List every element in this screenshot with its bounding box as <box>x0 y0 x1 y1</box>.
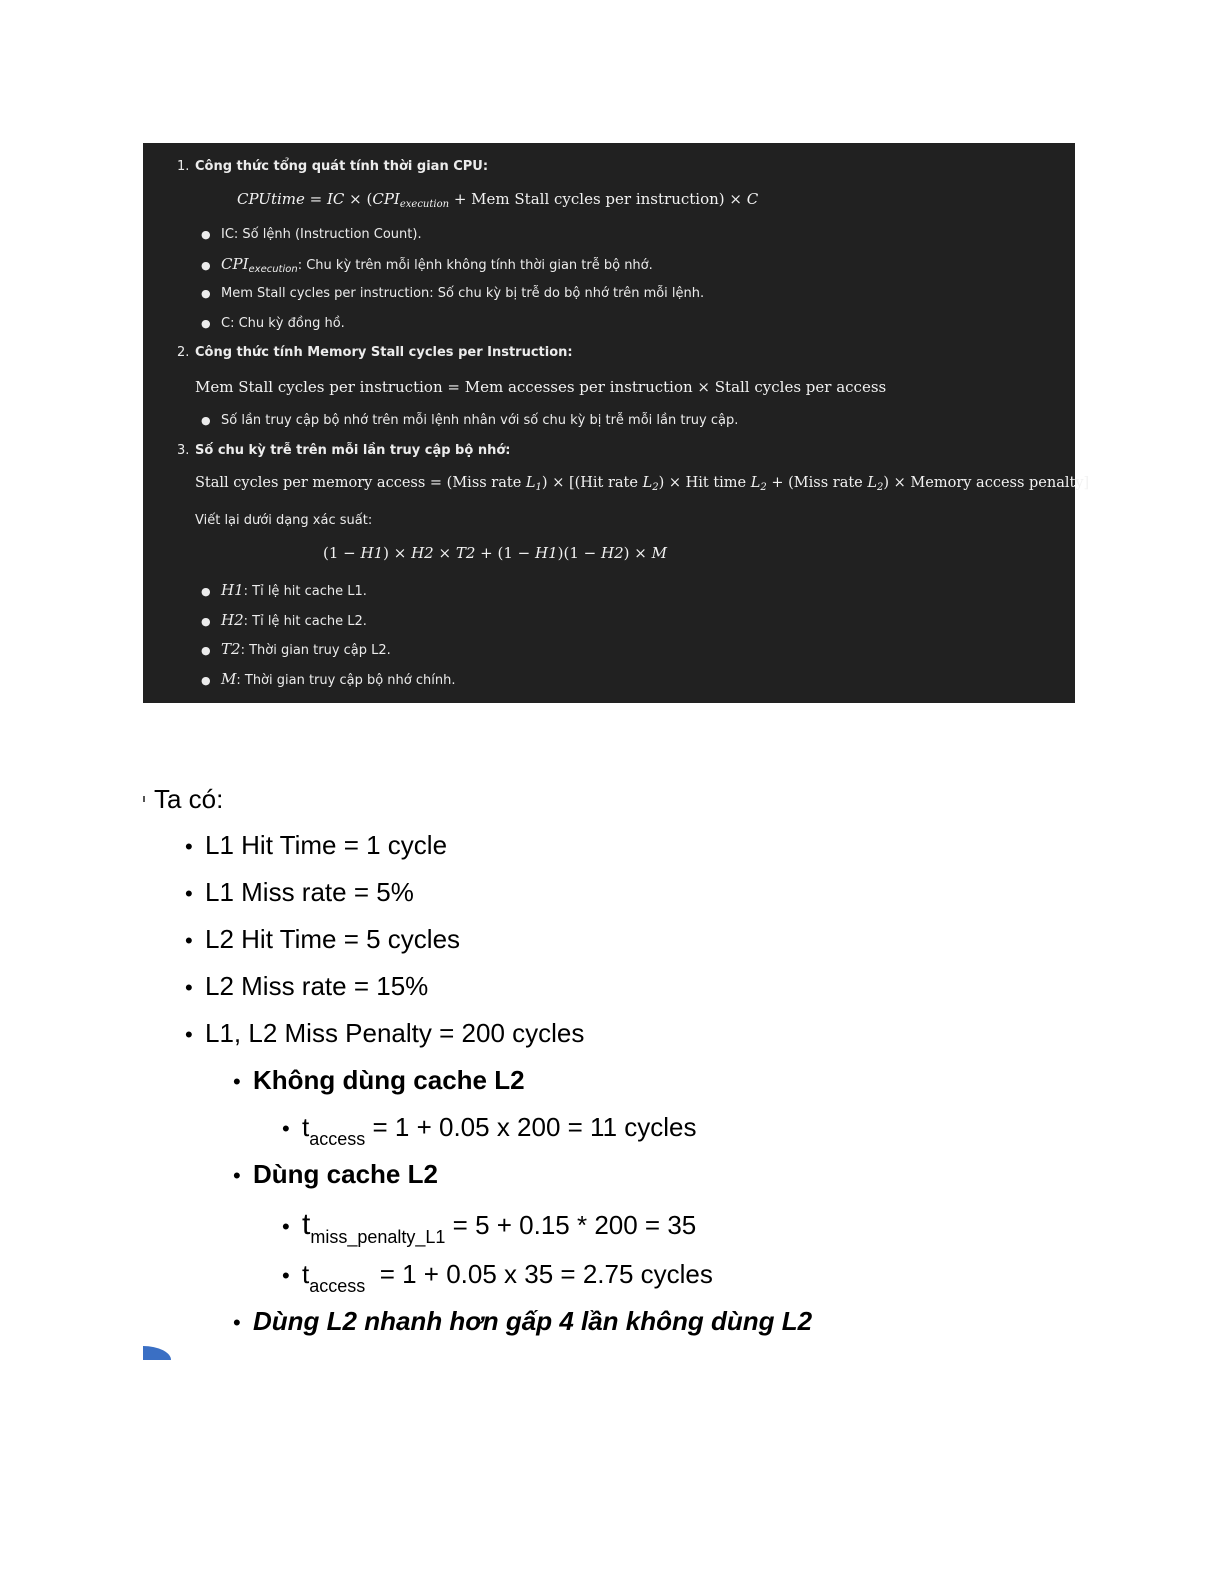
formula-stall: Mem Stall cycles per instruction <box>471 190 719 208</box>
with-l2-sub2: access <box>309 1276 366 1296</box>
s1-item-stall <box>201 286 704 301</box>
no-l2-t: t <box>302 1112 310 1142</box>
no-l2-sub: access <box>309 1129 366 1149</box>
formula-ic: IC <box>326 190 345 208</box>
f3-l-4: L <box>867 475 878 491</box>
conclusion-text: Dùng L2 nhanh hơn gấp 4 lần không dùng L2 <box>253 1306 813 1336</box>
section-1-heading <box>177 159 488 174</box>
fact-item <box>185 877 414 908</box>
bullet-icon: • <box>185 834 193 859</box>
s3-item-h1 <box>201 581 367 599</box>
section-2-title: Công thức tính Memory Stall cycles per Instruction: <box>195 345 573 360</box>
f3-sub-4: 2 <box>877 482 884 493</box>
bullet-icon: ● <box>201 287 211 300</box>
fact-miss-penalty: L1, L2 Miss Penalty = 200 cycles <box>205 1018 585 1048</box>
section-1-title: Công thức tổng quát tính thời gian CPU: <box>195 159 489 174</box>
bullet-icon: ● <box>201 585 211 598</box>
stall-per-access-formula: Stall cycles per memory access = (Miss rate $L_1) \times [(Hit$ rate $L_2$) × Hit time $L_2$ + (Miss rate $L_2$) × Memory access penalty] <box>195 475 1090 493</box>
s3-item-m-symbol: M <box>221 670 237 688</box>
s3-item-h1-symbol: H1 <box>221 581 244 599</box>
with-l2-penalty-calc <box>282 1208 696 1248</box>
s3-item-m-text: : Thời gian truy cập bộ nhớ chính. <box>236 673 456 688</box>
f4-h2-b: H2 <box>600 544 624 562</box>
f3-penalty: Memory access penalty <box>910 475 1084 491</box>
formula-cputime: CPUtime <box>237 190 305 208</box>
no-l2-expr: = 1 + 0.05 x 200 = 11 cycles <box>365 1112 697 1142</box>
f3-l-3: L <box>750 475 761 491</box>
s1-item-clock-text: C: Chu kỳ đồng hồ. <box>221 316 345 331</box>
bullet-icon: • <box>185 975 193 1000</box>
section-3-number: 3. <box>177 443 190 458</box>
rewrite-note: Viết lại dưới dạng xác suất: <box>195 513 373 528</box>
section-3-title: Số chu kỳ trễ trên mỗi lần truy cập bộ nhớ: <box>195 443 511 458</box>
bullet-icon: • <box>185 1022 193 1047</box>
formula-cpi: CPI <box>372 190 400 208</box>
bullet-icon: ● <box>201 228 211 241</box>
bullet-icon: ● <box>201 644 211 657</box>
f3-miss-rate-1: Miss rate <box>452 475 522 491</box>
s3-item-h2-symbol: H2 <box>221 611 244 629</box>
with-l2-expr2: = 1 + 0.05 x 35 = 2.75 cycles <box>365 1259 713 1289</box>
s1-item-stall-text: Mem Stall cycles per instruction: Số chu kỳ bị trễ do bộ nhớ trên mỗi lệnh. <box>221 286 705 301</box>
formula-screenshot-panel <box>143 143 1090 703</box>
section-2-number: 2. <box>177 345 190 360</box>
f4-h1-b: H1 <box>535 544 558 562</box>
margin-tick <box>143 796 145 802</box>
probability-formula: (1 − H1) × H2 × T2 + (1 − H1)(1 − H2) × M <box>323 544 667 562</box>
with-l2-expr1: = 5 + 0.15 * 200 = 35 <box>445 1210 697 1240</box>
fact-l1-miss-rate: L1 Miss rate = 5% <box>205 877 414 907</box>
bullet-icon: ● <box>201 615 211 628</box>
bullet-icon: • <box>185 928 193 953</box>
f2-lhs: Mem Stall cycles per instruction <box>195 378 443 396</box>
s1-item-cpi-text: : Chu kỳ trên mỗi lệnh không tính thời gian trễ bộ nhớ. <box>297 258 653 273</box>
s1-item-cpi-symbol: CPI <box>221 255 249 273</box>
f3-miss-rate-2: Miss rate <box>793 475 863 491</box>
s3-item-t2-symbol: T2 <box>221 640 241 658</box>
bullet-icon: ● <box>201 414 211 427</box>
f3-lhs: Stall cycles per memory access <box>195 475 426 491</box>
section-2-heading <box>177 345 573 360</box>
s3-item-t2 <box>201 640 391 658</box>
bullet-icon: • <box>233 1163 241 1188</box>
with-l2-t1: t <box>302 1208 311 1241</box>
f3-hit-rate: Hit rate <box>580 475 638 491</box>
bullet-icon: • <box>282 1214 290 1239</box>
s1-item-ic-text: IC: Số lệnh (Instruction Count). <box>221 227 422 242</box>
section-3-heading <box>177 443 510 458</box>
fact-l1-hit-time: L1 Hit Time = 1 cycle <box>205 830 448 860</box>
formula-cpi-sub: execution <box>399 199 450 210</box>
f2-stall-per-access: Stall cycles per access <box>714 378 887 396</box>
no-l2-heading <box>233 1065 525 1096</box>
bullet-icon: • <box>233 1069 241 1094</box>
fact-item <box>185 1018 584 1049</box>
no-l2-title: Không dùng cache L2 <box>253 1065 525 1095</box>
s3-item-h2 <box>201 611 367 629</box>
s1-item-clock <box>201 316 345 331</box>
fact-item <box>185 830 447 861</box>
s2-item-text: Số lần truy cập bộ nhớ trên mỗi lệnh nhân với số chu kỳ bị trễ mỗi lần truy cập. <box>221 413 739 428</box>
s1-item-cpi <box>201 255 653 275</box>
with-l2-t2: t <box>302 1259 310 1289</box>
f3-sub-1: 1 <box>535 482 542 493</box>
intro-text: Ta có: <box>154 784 224 814</box>
f3-sub-2: 2 <box>652 482 659 493</box>
s3-item-h1-text: : Tỉ lệ hit cache L1. <box>243 584 367 599</box>
with-l2-title: Dùng cache L2 <box>253 1159 438 1189</box>
s1-item-cpi-sub: execution <box>248 264 298 275</box>
bullet-icon: • <box>282 1116 290 1141</box>
conclusion-line <box>233 1306 812 1337</box>
bullet-icon: • <box>185 881 193 906</box>
s3-item-m <box>201 670 455 688</box>
bullet-icon: • <box>233 1310 241 1335</box>
fact-item <box>185 924 460 955</box>
fact-item <box>185 971 428 1002</box>
bullet-icon: ● <box>201 317 211 330</box>
f3-l-2: L <box>642 475 653 491</box>
f3-hit-time: Hit time <box>685 475 747 491</box>
with-l2-access-calc <box>282 1259 713 1297</box>
f4-h2-a: H2 <box>411 544 434 562</box>
fact-l2-hit-time: L2 Hit Time = 5 cycles <box>205 924 461 954</box>
s1-item-ic <box>201 227 422 242</box>
f3-l-1: L <box>525 475 536 491</box>
no-l2-calc <box>282 1112 697 1150</box>
f4-t2: T2 <box>455 544 476 562</box>
f3-sub-3: 2 <box>760 482 767 493</box>
f2-accesses: Mem accesses per instruction <box>464 378 693 396</box>
slide-corner-shape <box>143 1346 171 1360</box>
cpu-time-formula: CPUtime = IC × ($CPI_{execution}$ + Mem Stall cycles per instruction) × C <box>237 190 759 210</box>
s2-item <box>201 413 738 428</box>
section-1-number: 1. <box>177 159 190 174</box>
fact-l2-miss-rate: L2 Miss rate = 15% <box>205 971 429 1001</box>
f4-h1-a: H1 <box>360 544 384 562</box>
bullet-icon: ● <box>201 259 211 272</box>
formula-c: C <box>746 190 759 208</box>
s3-item-t2-text: : Thời gian truy cập L2. <box>240 643 391 658</box>
f4-m: M <box>651 544 667 562</box>
bullet-icon: • <box>282 1263 290 1288</box>
bullet-icon: ● <box>201 674 211 687</box>
mem-stall-formula: Mem Stall cycles per instruction = Mem accesses per instruction × Stall cycles per access <box>195 378 887 396</box>
s3-item-h2-text: : Tỉ lệ hit cache L2. <box>243 614 367 629</box>
with-l2-heading <box>233 1159 438 1190</box>
with-l2-sub1: miss_penalty_L1 <box>310 1227 446 1247</box>
